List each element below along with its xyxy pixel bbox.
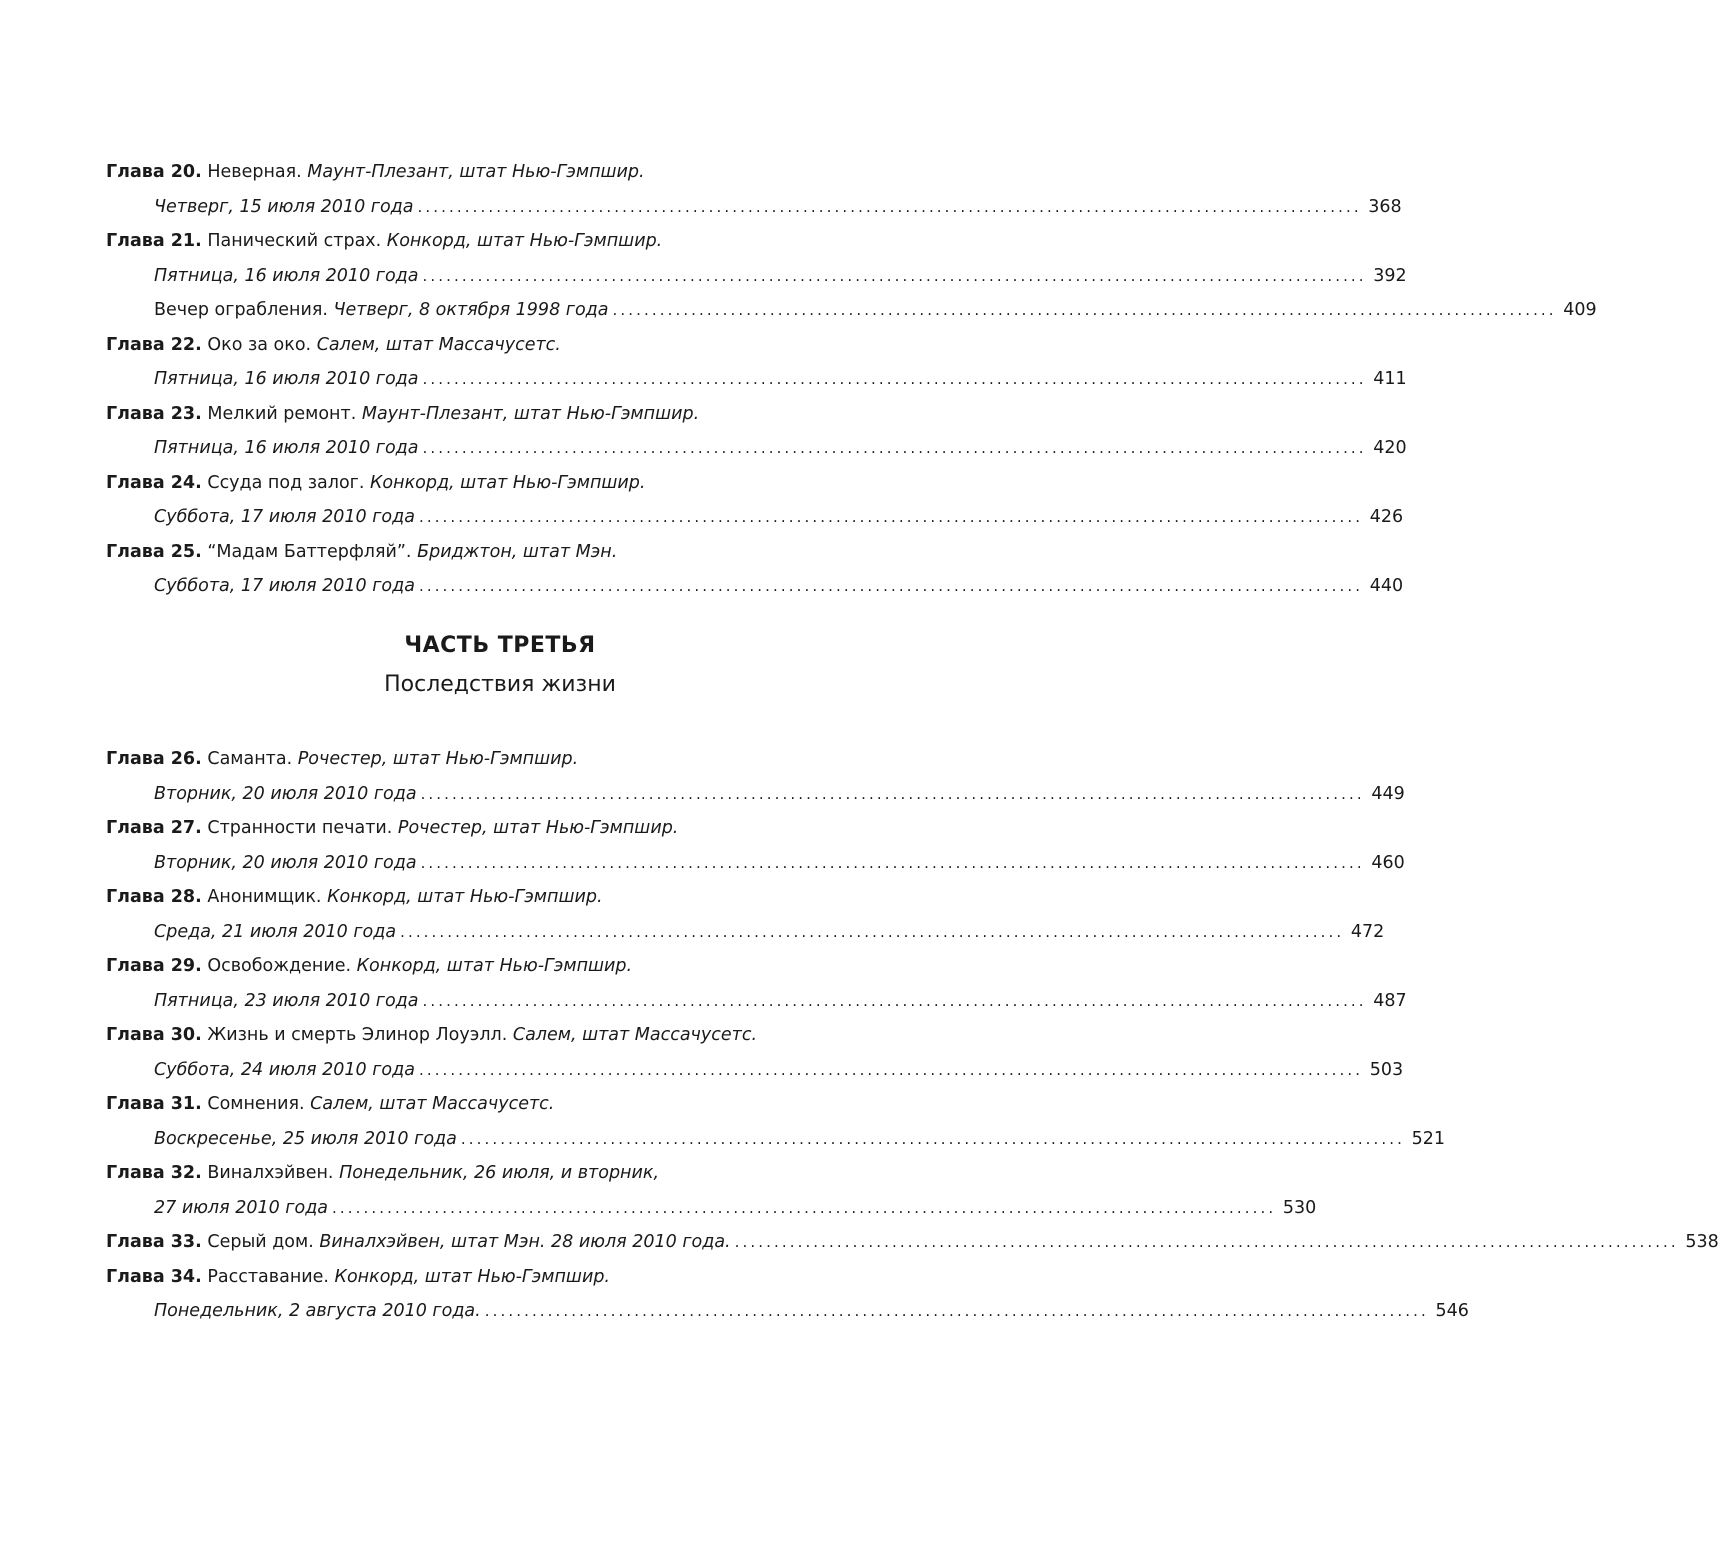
chapter-label: Глава 23. [106,403,202,424]
chapter-label: Глава 20. [106,162,202,182]
page-number: 460 [1371,852,1405,873]
dot-leader: ........................................................................................................................ [422,370,1367,388]
chapter-date: Вторник, 20 июля 2010 года [154,783,417,804]
chapter-date: Воскресенье, 25 июля 2010 года [154,1128,457,1149]
toc-chapter-heading [106,1018,814,1053]
page-number: 409 [1563,300,1597,320]
chapter-title: Серый дом. [207,1232,314,1252]
toc-chapter-heading [106,155,814,190]
toc-chapter-heading [106,1156,814,1191]
chapter-title: Освобождение. [207,956,352,976]
chapter-label: Глава 33. [106,1232,202,1252]
toc-entry[interactable] [106,190,1402,225]
toc-chapter-heading [106,1087,814,1122]
page-number: 530 [1282,1197,1317,1218]
page-number: 472 [1350,921,1385,942]
chapter-date: Пятница, 16 июля 2010 года [154,265,419,286]
dot-leader: ........................................................................................................................ [418,1060,1364,1079]
toc-chapter-heading [106,328,814,363]
toc-entry[interactable] [106,1294,1469,1329]
chapter-label: Глава 26. [106,749,202,769]
section-title: Вечер ограбления. [154,300,328,320]
toc-entry[interactable] [106,259,1407,294]
toc-chapter-heading [106,949,814,984]
chapter-label: Глава 31. [106,1094,202,1114]
chapter-title: Виналхэйвен. [207,1163,334,1183]
chapter-title: Око за око. [207,334,312,355]
chapter-place: Конкорд, штат Нью-Гэмпшир. [334,1266,610,1287]
toc-chapter-heading [106,397,814,432]
toc-chapter-heading [106,811,814,846]
chapter-place: Виналхэйвен, штат Мэн. 28 июля 2010 года. [319,1232,731,1252]
chapter-title: Жизнь и смерть Элинор Лоуэлл. [207,1025,508,1045]
page-number: 411 [1373,369,1407,389]
dot-leader: ........................................................................................................................ [420,784,1365,803]
chapter-label: Глава 25. [106,541,202,562]
toc-entry[interactable] [106,500,1404,535]
chapter-title: Ссуда под залог. [207,472,365,493]
toc-entry[interactable] [106,915,1385,950]
dot-leader: ........................................................................................................................ [734,1233,1679,1251]
chapter-place: Маунт-Плезант, штат Нью-Гэмпшир. [361,403,700,424]
chapter-place: Рочестер, штат Нью-Гэмпшир. [397,818,679,838]
dot-leader: ........................................................................................................................ [417,197,1362,216]
chapter-title: Странности печати. [207,818,393,838]
chapter-place: Салем, штат Массачусетс. [316,334,561,355]
dot-leader: ........................................................................................................................ [420,853,1365,872]
page-number: 368 [1368,196,1402,217]
chapter-place: Рочестер, штат Нью-Гэмпшир. [297,749,579,769]
chapter-label: Глава 22. [106,334,202,355]
chapter-place: Конкорд, штат Нью-Гэмпшир. [386,231,663,251]
chapter-title: Неверная. [207,162,302,182]
toc-entry[interactable] [106,431,1407,466]
toc-entry[interactable] [106,846,1405,881]
chapter-date: Понедельник, 2 августа 2010 года. [154,1301,481,1321]
dot-leader: ........................................................................................................................ [460,1129,1406,1148]
chapter-title: Мелкий ремонт. [207,403,357,424]
chapter-label: Глава 30. [106,1025,202,1045]
page-number: 538 [1685,1232,1719,1252]
chapter-title: “Мадам Баттерфляй”. [207,541,412,562]
page-number: 449 [1371,783,1405,804]
page-number: 487 [1373,990,1407,1011]
chapter-date: Пятница, 16 июля 2010 года [154,369,419,389]
toc-chapter-heading [106,880,814,915]
chapter-place: Бриджтон, штат Мэн. [417,541,618,562]
chapter-date: Суббота, 17 июля 2010 года [154,576,415,596]
toc-chapter-heading [106,535,814,570]
toc-chapter-heading [106,466,814,501]
part-title: ЧАСТЬ ТРЕТЬЯ [404,633,596,658]
chapter-title: Расставание. [207,1266,329,1287]
toc-chapter-heading [106,224,814,259]
chapter-date: Суббота, 17 июля 2010 года [154,507,415,527]
dot-leader: ........................................................................................................................ [612,301,1557,319]
chapter-label: Глава 27. [106,818,202,838]
chapter-label: Глава 29. [106,956,202,976]
chapter-title: Саманта. [207,749,293,769]
chapter-place: Конкорд, штат Нью-Гэмпшир. [370,472,646,493]
chapter-title: Анонимщик. [207,887,322,907]
toc-part-two [106,155,1597,604]
page-number: 426 [1369,507,1404,527]
toc-entry[interactable] [106,777,1405,812]
toc-entry[interactable] [106,1191,1317,1226]
chapter-date: Пятница, 23 июля 2010 года [154,990,419,1011]
section-date: Четверг, 8 октября 1998 года [333,300,609,320]
toc-entry[interactable] [106,569,1404,604]
dot-leader: ........................................................................................................................ [418,508,1364,526]
chapter-label: Глава 32. [106,1163,202,1183]
page-number: 420 [1373,438,1407,458]
chapter-date: Суббота, 24 июля 2010 года [154,1059,415,1080]
page-number: 546 [1435,1301,1469,1321]
dot-leader: ........................................................................................................................ [418,577,1364,595]
page-number: 392 [1373,265,1407,286]
part-subtitle: Последствия жизни [384,672,616,697]
chapter-date: 27 июля 2010 года [154,1197,329,1218]
dot-leader: ........................................................................................................................ [422,439,1367,457]
chapter-place: Маунт-Плезант, штат Нью-Гэмпшир. [307,162,645,182]
toc-entry[interactable] [106,1122,1446,1157]
chapter-label: Глава 34. [106,1266,202,1287]
chapter-date: Четверг, 15 июля 2010 года [154,196,414,217]
toc-entry[interactable] [106,362,1407,397]
page-number: 503 [1369,1059,1404,1080]
page-number: 521 [1411,1128,1446,1149]
toc-entry[interactable] [106,1053,1404,1088]
page-number: 440 [1369,576,1404,596]
chapter-title: Панический страх. [207,231,382,251]
toc-entry[interactable] [106,1225,1719,1260]
chapter-label: Глава 28. [106,887,202,907]
dot-leader: ........................................................................................................................ [484,1302,1429,1320]
dot-leader: ........................................................................................................................ [332,1198,1277,1217]
chapter-label: Глава 24. [106,472,202,493]
dot-leader: ........................................................................................................................ [422,266,1367,285]
chapter-label: Глава 21. [106,231,202,251]
toc-part-three [106,742,1719,1329]
dot-leader: ........................................................................................................................ [400,922,1345,941]
toc-chapter-heading [106,742,814,777]
chapter-place: Конкорд, штат Нью-Гэмпшир. [327,887,603,907]
dot-leader: ........................................................................................................................ [422,991,1367,1010]
chapter-date: Среда, 21 июля 2010 года [154,921,397,942]
toc-entry[interactable] [106,984,1407,1019]
chapter-place: Салем, штат Массачусетс. [310,1094,555,1114]
chapter-place: Салем, штат Массачусетс. [512,1025,758,1045]
toc-chapter-heading [106,1260,814,1295]
chapter-place: Понедельник, 26 июля, и вторник, [339,1163,660,1183]
chapter-title: Сомнения. [207,1094,305,1114]
chapter-date: Вторник, 20 июля 2010 года [154,852,417,873]
chapter-date: Пятница, 16 июля 2010 года [154,438,419,458]
chapter-place: Конкорд, штат Нью-Гэмпшир. [356,956,633,976]
toc-entry[interactable] [106,293,1597,328]
